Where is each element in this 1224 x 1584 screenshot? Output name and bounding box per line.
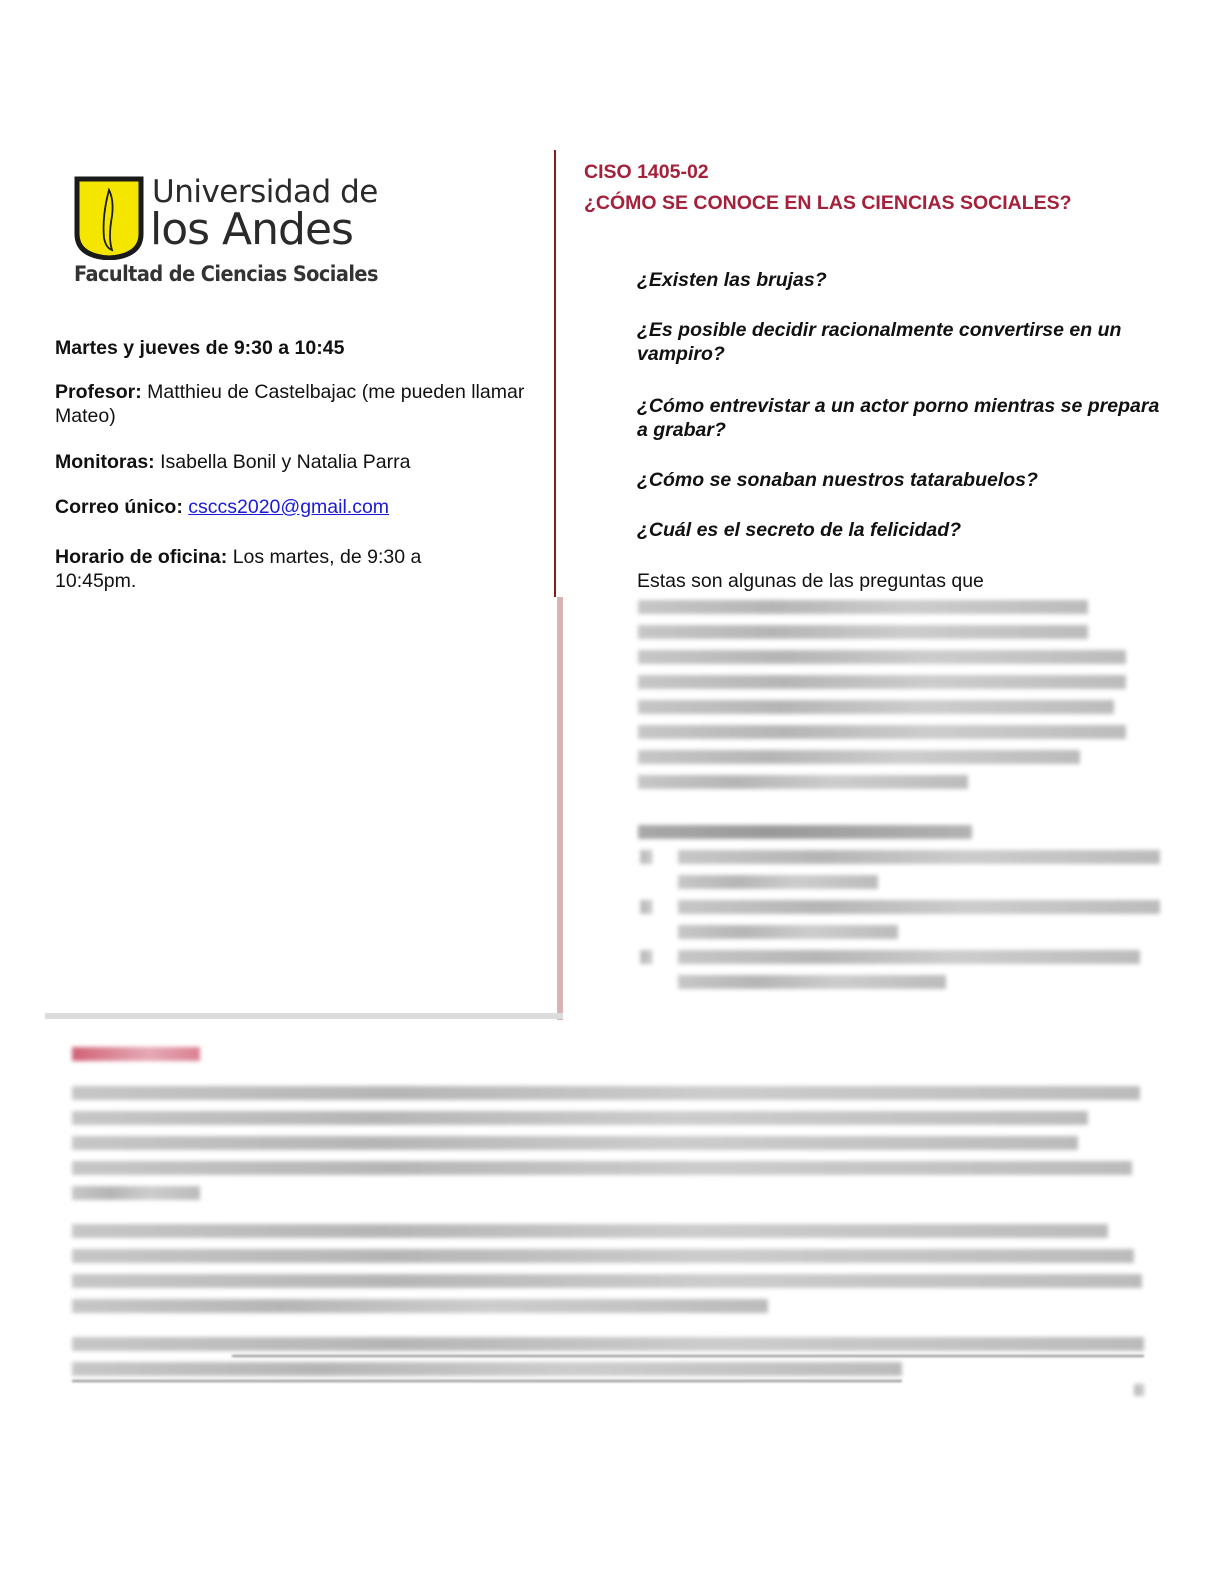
monitors-value: Isabella Bonil y Natalia Parra xyxy=(154,451,411,473)
professor-info xyxy=(55,380,525,428)
email-link[interactable]: csccs2020@gmail.com xyxy=(188,496,390,518)
email-info xyxy=(55,495,525,519)
question: ¿Cómo se sonaban nuestros tatarabuelos? xyxy=(637,469,1038,491)
office-label: Horario de oficina: xyxy=(55,546,228,568)
question: ¿Cuál es el secreto de la felicidad? xyxy=(637,519,962,541)
email-label: Correo único: xyxy=(55,496,183,518)
vertical-divider-faded xyxy=(557,597,563,1020)
question: ¿Cómo entrevistar a un actor porno mientras se prepara a grabar? xyxy=(637,395,1160,441)
logo-text-faculty: Facultad de Ciencias Sociales xyxy=(74,262,378,286)
course-title: ¿CÓMO SE CONOCE EN LAS CIENCIAS SOCIALES? xyxy=(584,192,1072,214)
office-hours-info xyxy=(55,545,495,593)
monitors-info xyxy=(55,450,525,474)
office-value: Los martes, de 9:30 a 10:45pm. xyxy=(55,546,422,592)
vertical-divider xyxy=(554,150,556,597)
shield-icon xyxy=(74,176,144,260)
logo-text-andes: los Andes xyxy=(150,204,353,255)
logo-text-university: Universidad de xyxy=(152,174,378,210)
professor-label: Profesor: xyxy=(55,381,142,403)
professor-value: Matthieu de Castelbajac (me pueden llamar Mateo) xyxy=(55,381,525,427)
question: ¿Es posible decidir racionalmente convertirse en un vampiro? xyxy=(637,319,1122,365)
question: ¿Existen las brujas? xyxy=(637,269,827,291)
schedule: Martes y jueves de 9:30 a 10:45 xyxy=(55,337,345,359)
course-code: CISO 1405-02 xyxy=(584,161,709,183)
intro-text: Estas son algunas de las preguntas que xyxy=(637,570,984,592)
university-logo xyxy=(74,174,378,291)
monitors-label: Monitoras: xyxy=(55,451,155,473)
horizontal-divider xyxy=(45,1013,563,1019)
